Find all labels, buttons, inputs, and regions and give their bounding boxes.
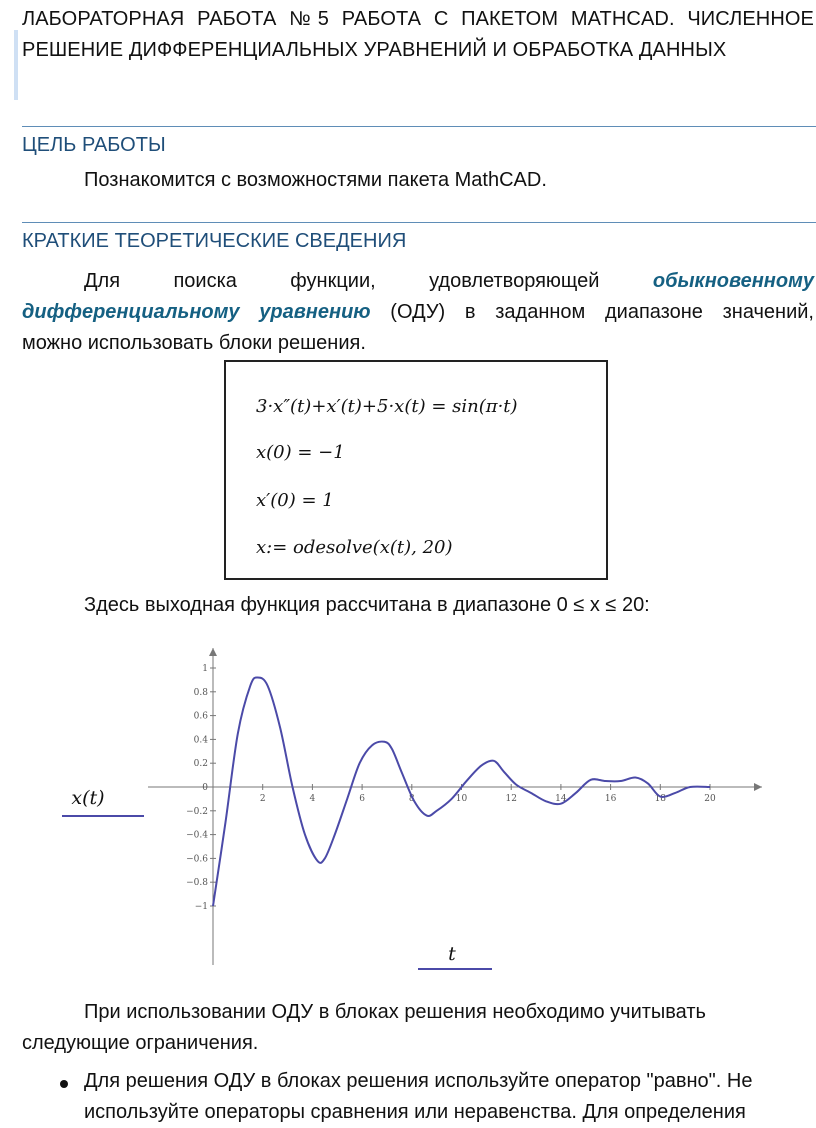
theory-p1-line-1 <box>22 266 814 297</box>
x-tick-label: 8 <box>408 794 415 804</box>
equation-initial-dx: x′(0) = 1 <box>256 490 334 511</box>
mathcad-solve-block <box>224 360 608 580</box>
ode-term-part-2: дифференциальному уравнению <box>22 301 371 323</box>
x-tick-label: 18 <box>654 794 667 804</box>
x-tick-label: 12 <box>505 794 517 804</box>
ode-term-part-1: обыкновенному <box>652 270 814 292</box>
x-tick-label: 14 <box>555 794 567 804</box>
equation-odesolve: x:= odesolve(x(t), 20) <box>256 537 453 558</box>
chart-ticks-layer <box>186 664 716 912</box>
theory-paragraph-2 <box>22 997 814 1028</box>
x-tick-label: 4 <box>309 794 316 804</box>
theory-paragraph-2-cont <box>22 1028 814 1059</box>
title-line-2: РЕШЕНИЕ ДИФФЕРЕНЦИАЛЬНЫХ УРАВНЕНИЙ И ОБРАБОТКА ДАННЫХ <box>22 39 727 61</box>
bullet-line-1: Для решения ОДУ в блоках решения используйте оператор "равно". Не <box>84 1070 753 1092</box>
x-axis-label: t <box>448 943 456 965</box>
theory-p1-text-b: (ОДУ) в заданном диапазоне значений, <box>390 301 814 323</box>
chart-series-layer <box>213 677 710 906</box>
x-tick-label: 20 <box>704 794 716 804</box>
y-axis-arrow <box>209 648 217 656</box>
theory-p1-text-a: Для поиска функции, удовлетворяющей <box>84 270 600 292</box>
solution-chart-svg <box>0 630 816 980</box>
bullet-item <box>84 1066 814 1128</box>
y-tick-label: −0.4 <box>186 830 208 841</box>
y-tick-label: −0.8 <box>186 878 208 889</box>
y-tick-label: 0.8 <box>193 687 208 698</box>
range-text: Здесь выходная функция рассчитана в диапазоне 0 ≤ x ≤ 20: <box>84 594 650 616</box>
y-tick-label: 0 <box>202 783 208 793</box>
y-tick-label: 1 <box>202 664 208 674</box>
section-rule-goal <box>22 126 816 127</box>
bullet-line-2: используйте операторы сравнения или неравенства. Для определения <box>84 1101 746 1123</box>
y-tick-label: 0.4 <box>193 735 208 746</box>
goal-text: Познакомится с возможностями пакета MathCAD. <box>84 169 547 191</box>
y-tick-label: −0.2 <box>186 806 208 817</box>
series-line-x-t <box>213 677 710 906</box>
y-tick-label: −0.6 <box>186 854 208 865</box>
chart-labels-layer <box>62 787 492 969</box>
title-line-1: ЛАБОРАТОРНАЯ РАБОТА №5 РАБОТА С ПАКЕТОМ MATHCAD. ЧИСЛЕННОЕ <box>22 8 814 30</box>
theory-p2-line-2: следующие ограничения. <box>22 1032 259 1054</box>
x-tick-label: 16 <box>604 794 617 804</box>
section-rule-theory <box>22 222 816 223</box>
solution-chart <box>0 630 816 980</box>
theory-heading: КРАТКИЕ ТЕОРЕТИЧЕСКИЕ СВЕДЕНИЯ <box>22 230 407 252</box>
theory-p1-line-2 <box>22 297 814 328</box>
title-accent-bar <box>14 30 18 100</box>
x-tick-label: 2 <box>259 794 266 804</box>
equation-ode: 3·x″(t)+x′(t)+5·x(t) = sin(π·t) <box>256 396 518 417</box>
x-tick-label: 10 <box>455 794 468 804</box>
y-tick-label: −1 <box>194 902 208 912</box>
chart-axes-layer <box>148 648 762 965</box>
x-axis-arrow <box>754 783 762 791</box>
theory-p1-line-3: можно использовать блоки решения. <box>22 332 366 354</box>
bullet-marker <box>60 1080 68 1088</box>
theory-p2-line-1: При использовании ОДУ в блоках решения необходимо учитывать <box>84 1001 706 1023</box>
y-tick-label: 0.6 <box>193 711 208 722</box>
theory-paragraph-1 <box>22 266 814 359</box>
equation-initial-x: x(0) = −1 <box>256 442 345 463</box>
y-tick-label: 0.2 <box>193 759 208 770</box>
y-axis-label: x(t) <box>71 787 105 809</box>
goal-heading: ЦЕЛЬ РАБОТЫ <box>22 134 166 156</box>
x-tick-label: 6 <box>359 794 365 804</box>
document-title <box>22 4 814 66</box>
